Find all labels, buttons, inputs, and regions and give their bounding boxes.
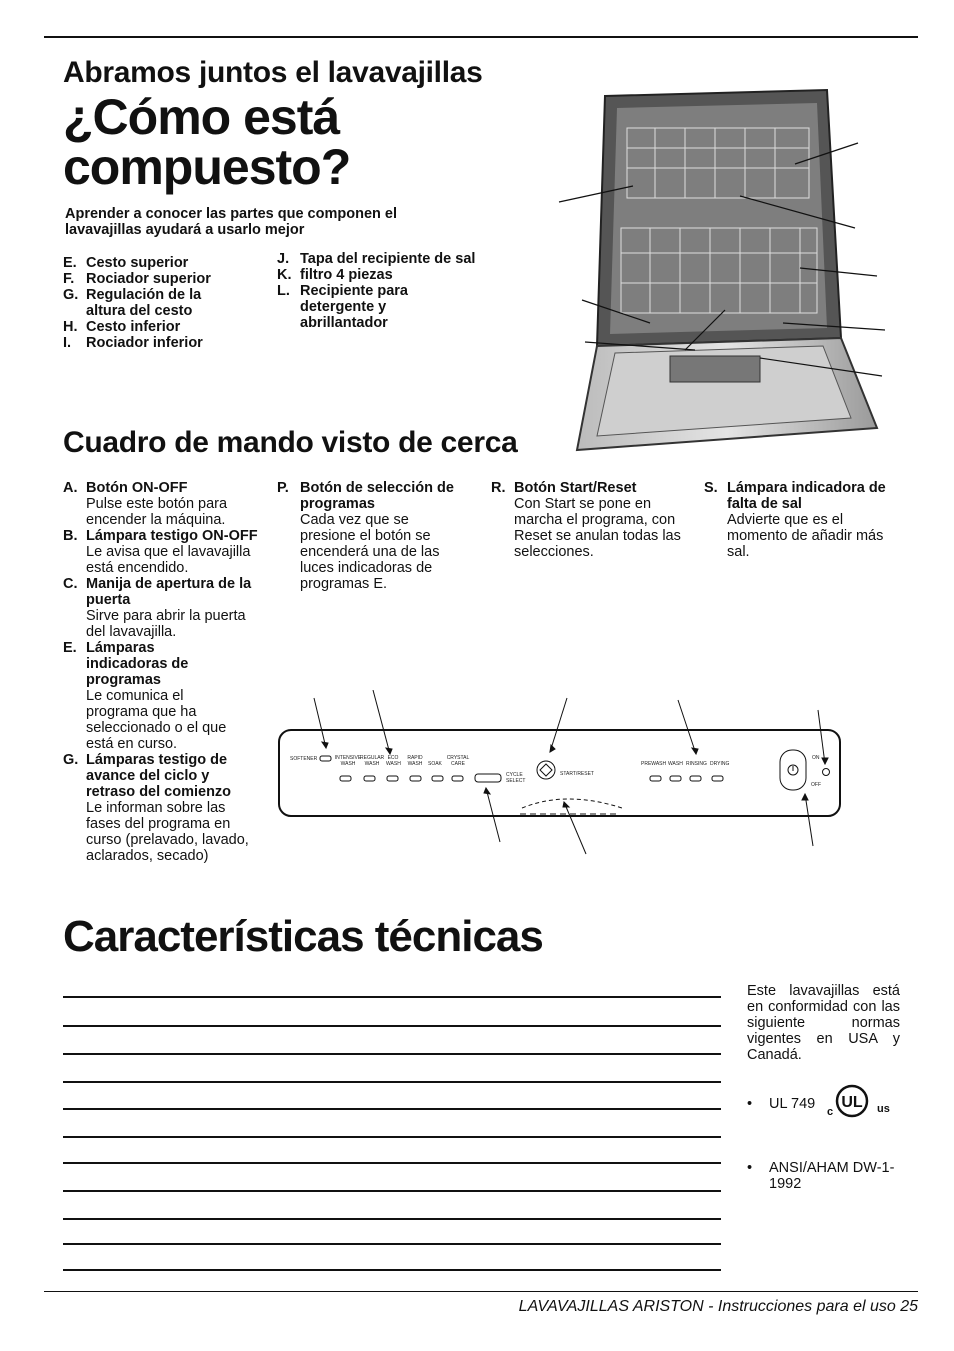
control-column-4 <box>704 480 894 560</box>
program-label: CRYSTAL CARE <box>446 755 470 767</box>
program-label: INTENSIVE WASH <box>334 755 362 767</box>
phase-label: RINSING <box>686 761 707 767</box>
list-item: I. Rociador inferior <box>63 335 203 351</box>
list-item: G. Lámparas testigo de avance del ciclo y retraso del comienzo Le informan sobre las fases del programa en curso (prelavado, lavado, aclarados, secado) <box>63 752 249 864</box>
list-item: B. Lámpara testigo ON-OFF Le avisa que el lavavajilla está encendido. <box>63 528 258 576</box>
spec-line <box>63 1162 721 1164</box>
phase-label: WASH <box>668 761 683 767</box>
section-subtitle: Abramos juntos el lavavajillas <box>63 56 483 89</box>
start-reset-label: START/RESET <box>560 771 594 777</box>
spec-line <box>63 1053 721 1055</box>
list-item: A. Botón ON-OFF Pulse este botón para encender la máquina. <box>63 480 228 528</box>
spec-line <box>63 1136 721 1138</box>
ul-logo-c: c <box>827 1106 834 1118</box>
bottom-rule <box>44 1291 918 1292</box>
spec-line <box>63 1190 721 1192</box>
standard-item: • ANSI/AHAM DW-1-1992 <box>747 1160 895 1192</box>
spec-line <box>63 1243 721 1245</box>
spec-line <box>63 1218 721 1220</box>
spec-line <box>63 1025 721 1027</box>
spec-line <box>63 1081 721 1083</box>
parts-list-left <box>63 255 263 351</box>
list-item: E. Lámparas indicadoras de programas Le comunica el programa que ha seleccionado o el que está en curso. <box>63 640 227 752</box>
spec-line <box>63 996 721 998</box>
conformity-text: Este lavavajillas está en conformidad con las siguiente normas vigentes en USA y Canadá. <box>747 983 900 1063</box>
control-panel-heading: Cuadro de mando visto de cerca <box>63 426 518 459</box>
list-item: F. Rociador superior <box>63 271 211 287</box>
program-label: ECO WASH <box>386 755 401 767</box>
standard-item: • UL 749 <box>747 1096 816 1112</box>
list-item: P. Botón de selección de programas Cada vez que se presione el botón se encenderá una de las luces indicadoras de programas E. <box>277 480 454 592</box>
spec-line <box>63 1269 721 1271</box>
control-panel-diagram <box>270 690 850 855</box>
ul-logo-us: us <box>877 1103 890 1115</box>
list-item: S. Lámpara indicadora de falta de sal Advierte que es el momento de añadir más sal. <box>704 480 886 560</box>
dishwasher-illustration <box>555 88 885 460</box>
top-rule <box>44 36 918 38</box>
list-item: C. Manija de apertura de la puerta Sirve para abrir la puerta del lavavajilla. <box>63 576 252 640</box>
control-column-2 <box>277 480 467 592</box>
list-item: R. Botón Start/Reset Con Start se pone en marcha el programa, con Reset se anulan todas las selecciones. <box>491 480 681 560</box>
cycle-select-label: CYCLE SELECT <box>506 772 526 784</box>
page-title: ¿Cómo está compuesto? <box>63 89 351 195</box>
control-column-1 <box>63 480 259 864</box>
ul-logo-text: UL <box>841 1094 863 1111</box>
intro-text: Aprender a conocer las partes que componen el lavavajillas ayudará a usarlo mejor <box>65 206 397 238</box>
softener-label: SOFTENER <box>290 756 318 762</box>
parts-list-right <box>277 251 482 331</box>
footer-text: LAVAVAJILLAS ARISTON - Instrucciones para el uso 25 <box>518 1298 918 1315</box>
off-label: OFF <box>811 782 821 788</box>
list-item: K. filtro 4 piezas <box>277 267 393 283</box>
list-item: L. Recipiente para detergente y abrillantador <box>277 283 408 331</box>
program-label: RAPID WASH <box>407 755 423 767</box>
program-label: SOAK <box>428 761 442 767</box>
spec-line <box>63 1108 721 1110</box>
list-item: E. Cesto superior <box>63 255 189 271</box>
list-item: H. Cesto inferior <box>63 319 181 335</box>
phase-label: DRYING <box>710 761 730 767</box>
specs-heading: Características técnicas <box>63 912 543 961</box>
on-label: ON <box>812 755 820 761</box>
program-label: REGULAR WASH <box>360 755 385 767</box>
control-column-3 <box>491 480 686 560</box>
phase-label: PREWASH <box>641 761 667 767</box>
list-item: J. Tapa del recipiente de sal <box>277 251 476 267</box>
ul-logo <box>824 1082 894 1122</box>
list-item: G. Regulación de la altura del cesto <box>63 287 202 319</box>
